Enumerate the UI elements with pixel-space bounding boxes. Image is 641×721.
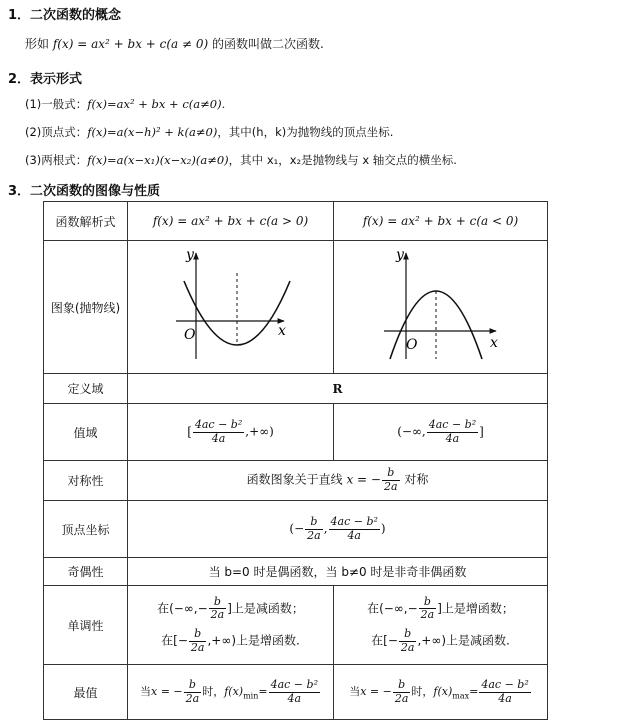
quadratic-definition: 形如 f(x) = ax² + bx + c(a ≠ 0) 的函数叫做二次函数. xyxy=(25,37,324,51)
parity-label: 奇偶性 xyxy=(44,558,128,586)
graph-label: 图象(抛物线) xyxy=(44,241,128,374)
section-3-heading: 3．二次函数的图像与性质 xyxy=(8,184,161,199)
symmetry-label: 对称性 xyxy=(44,461,128,501)
y-label: y xyxy=(185,246,194,263)
table-row xyxy=(44,461,548,501)
header-label: 函数解析式 xyxy=(44,202,128,241)
origin-label: O xyxy=(405,336,417,353)
table-row xyxy=(44,404,548,461)
vertex-form: (2)顶点式：f(x)=a(x−h)² + k(a≠0)，其中(h，k)为抛物线的顶点坐标. xyxy=(25,125,394,139)
x-label: x xyxy=(489,334,498,351)
extreme-neg: 当x = − $\frac{b}{2a}$ 时，$f(x)_{max}=$ $\frac{\text{4ac − b²}}{4a}$ xyxy=(334,665,548,720)
table-row xyxy=(44,202,548,241)
range-pos: [ $\frac{\text{4ac − b²}}{4a}$ ,+∞) xyxy=(128,404,334,461)
symmetry-value: 函数图象关于直线 x = − $\frac{b}{2a}$ 对称 xyxy=(128,461,548,501)
table-row xyxy=(44,374,548,404)
general-form: (1)一般式：f(x)=ax² + bx + c(a≠0). xyxy=(25,97,226,111)
table-row xyxy=(44,665,548,720)
downward-parabola-graph xyxy=(376,247,506,365)
header-pos-formula: f(x) = ax² + bx + c(a > 0) xyxy=(128,202,334,241)
properties-table xyxy=(43,201,548,720)
table-row xyxy=(44,501,548,558)
parabola-curve xyxy=(390,291,482,359)
extreme-label: 最值 xyxy=(44,665,128,720)
vertex-value: (− $\frac{b}{2a}$ , $\frac{\text{4ac − b²}}{4a}$ ) xyxy=(128,501,548,558)
header-neg-formula: f(x) = ax² + bx + c(a < 0) xyxy=(334,202,548,241)
y-label: y xyxy=(395,246,404,263)
roots-form: (3)两根式：f(x)=a(x−x₁)(x−x₂)(a≠0)，其中 x₁，x₂是抛物线与 x 轴交点的横坐标. xyxy=(25,153,457,167)
table-row xyxy=(44,241,548,374)
x-label: x xyxy=(277,322,286,339)
range-label: 值域 xyxy=(44,404,128,461)
monotonic-neg: 在(−∞,− $\frac{b}{2a}$ ]上是增函数； 在[− $\frac{b}{2a}$ ,+∞)上是减函数. xyxy=(334,586,548,665)
table-row xyxy=(44,558,548,586)
domain-value: R xyxy=(128,374,548,404)
upward-parabola-graph xyxy=(166,247,296,365)
extreme-pos: 当x = − $\frac{b}{2a}$ 时，$f(x)_{min}=$ $\frac{\text{4ac − b²}}{4a}$ xyxy=(128,665,334,720)
monotonic-pos: 在(−∞,− $\frac{b}{2a}$ ]上是减函数； 在[− $\frac{b}{2a}$ ,+∞)上是增函数. xyxy=(128,586,334,665)
section-2-heading: 2．表示形式 xyxy=(8,72,83,87)
monotonic-label: 单调性 xyxy=(44,586,128,665)
graph-upward-cell xyxy=(128,241,334,374)
range-neg: (−∞, $\frac{\text{4ac − b²}}{4a}$ ] xyxy=(334,404,548,461)
domain-label: 定义域 xyxy=(44,374,128,404)
origin-label: O xyxy=(183,326,195,343)
table-row xyxy=(44,586,548,665)
section-1-heading: 1．二次函数的概念 xyxy=(8,8,122,23)
parity-value: 当 b=0 时是偶函数，当 b≠0 时是非奇非偶函数 xyxy=(128,558,548,586)
graph-downward-cell xyxy=(334,241,548,374)
vertex-label: 顶点坐标 xyxy=(44,501,128,558)
